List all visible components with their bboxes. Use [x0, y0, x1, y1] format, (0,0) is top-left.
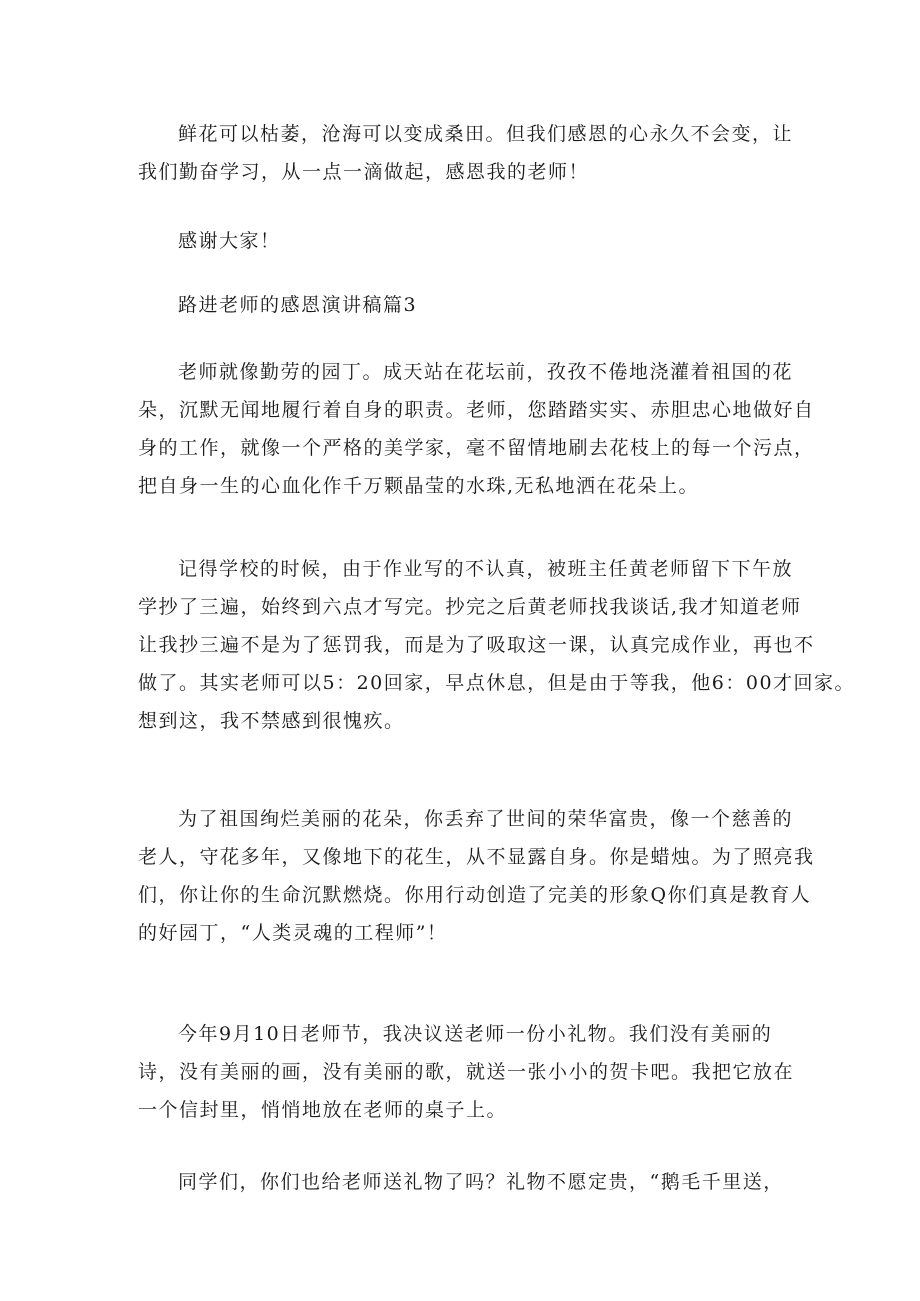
- section-title: 路进老师的感恩演讲稿篇3: [178, 294, 418, 316]
- text-line: 为了祖国绚烂美丽的花朵，你丢弃了世间的荣华富贵，像一个慈善的: [178, 808, 794, 830]
- text-line: 记得学校的时候，由于作业写的不认真，被班主任黄老师留下下午放: [178, 558, 794, 580]
- text-line: 同学们，你们也给老师送礼物了吗？礼物不愿定贵，“鹅毛千里送，: [178, 1171, 784, 1193]
- text-line: 让我抄三遍不是为了惩罚我，而是为了吸取这一课，认真完成作业，再也不: [138, 634, 815, 656]
- text-line: 身的工作，就像一个严格的美学家，毫不留情地刷去花枝上的每一个污点，: [138, 437, 815, 459]
- text-line: 想到这，我不禁感到很愧疚。: [138, 710, 405, 732]
- section-heading: [138, 286, 790, 324]
- text-line: 今年9月10日老师节，我决议送老师一份小礼物。我们没有美丽的: [178, 1023, 773, 1045]
- text-line: 学抄了三遍，始终到六点才写完。抄完之后黄老师找我谈话,我才知道老师: [138, 596, 802, 618]
- text-line: 我们勤奋学习，从一点一滴做起，感恩我的老师！: [138, 161, 590, 183]
- text-line: 老师就像勤劳的园丁。成天站在花坛前，孜孜不倦地浇灌着祖国的花: [178, 361, 794, 383]
- paragraph-gardener: [138, 353, 815, 505]
- text-line: 的好园丁，“人类灵魂的工程师”！: [138, 922, 448, 944]
- text-line: 们，你让你的生命沉默燃烧。你用行动创造了完美的形象Q你们真是教育人: [138, 884, 812, 906]
- paragraph-gift: [138, 1163, 790, 1201]
- paragraph-candle: [138, 800, 815, 952]
- text-line: 朵，沉默无闻地履行着自身的职责。老师，您踏踏实实、赤胆忠心地做好自: [138, 399, 815, 421]
- paragraph-thanks-all: [138, 222, 790, 260]
- text-line: 诗，没有美丽的画，没有美丽的歌，就送一张小小的贺卡吧。我把它放在: [138, 1061, 795, 1083]
- paragraph-closing-thanks: [138, 115, 794, 191]
- text-line: 把自身一生的心血化作千万颗晶莹的水珠,无私地洒在花朵上。: [138, 475, 700, 497]
- paragraph-teachers-day: [138, 1015, 795, 1129]
- paragraph-memory: [138, 550, 856, 740]
- text-line: 鲜花可以枯萎，沧海可以变成桑田。但我们感恩的心永久不会变，让: [178, 123, 794, 145]
- text-line: 做了。其实老师可以5：20回家，早点休息，但是由于等我，他6：00才回家。: [138, 672, 856, 694]
- text-line: 老人，守花多年，又像地下的花生，从不显露自身。你是蜡烛。为了照亮我: [138, 846, 815, 868]
- text-line: 一个信封里，悄悄地放在老师的桌子上。: [138, 1099, 508, 1121]
- text-line: 感谢大家！: [178, 230, 281, 252]
